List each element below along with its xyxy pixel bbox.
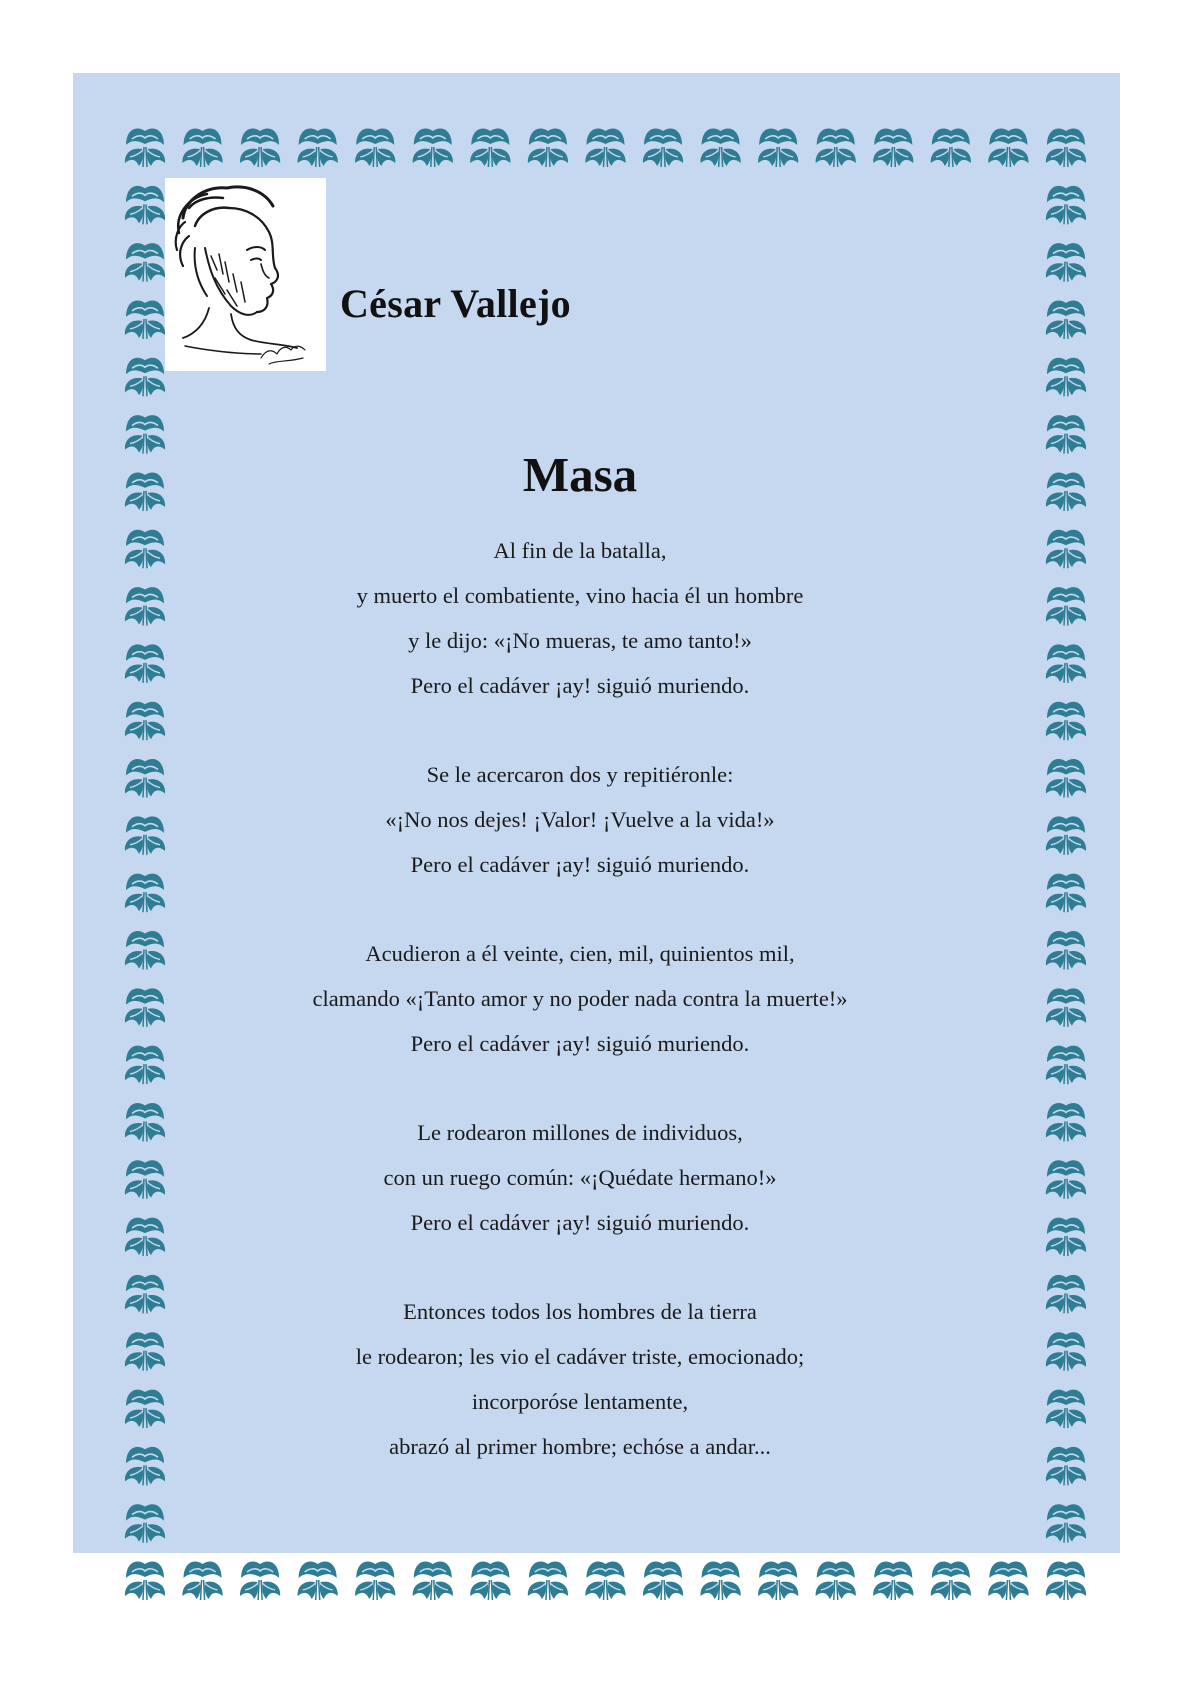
flower-ornament-icon	[528, 129, 568, 167]
flower-ornament-icon	[873, 1562, 913, 1600]
flower-ornament-icon	[182, 129, 222, 167]
flower-ornament-icon	[298, 129, 338, 167]
flower-ornament-icon	[355, 1562, 395, 1600]
flower-ornament-icon	[1046, 129, 1086, 167]
flower-ornament-icon	[1046, 300, 1086, 338]
flower-ornament-icon	[1046, 358, 1086, 396]
flower-ornament-icon	[988, 1562, 1028, 1600]
flower-ornament-icon	[701, 1562, 741, 1600]
author-name: César Vallejo	[340, 281, 571, 326]
poem-line: incorporóse lentamente,	[471, 1389, 689, 1414]
poem-line: y le dijo: «¡No mueras, te amo tanto!»	[408, 628, 752, 653]
flower-ornament-icon	[873, 129, 913, 167]
flower-ornament-icon	[413, 1562, 453, 1600]
flower-ornament-icon	[298, 1562, 338, 1600]
flower-ornament-icon	[643, 129, 683, 167]
poem-line: y muerto el combatiente, vino hacia él un hombre	[356, 583, 804, 608]
flower-ornament-icon	[988, 129, 1028, 167]
flower-ornament-icon	[125, 300, 165, 338]
flower-ornament-icon	[585, 129, 625, 167]
flower-ornament-icon	[758, 1562, 798, 1600]
flower-ornament-icon	[125, 1562, 165, 1600]
poem-line: Pero el cadáver ¡ay! siguió muriendo.	[410, 673, 750, 698]
poem-line: clamando «¡Tanto amor y no poder nada contra la muerte!»	[312, 986, 848, 1011]
flower-ornament-icon	[125, 358, 165, 396]
flower-ornament-icon	[931, 129, 971, 167]
flower-ornament-icon	[470, 129, 510, 167]
flower-ornament-icon	[528, 1562, 568, 1600]
flower-ornament-icon	[585, 1562, 625, 1600]
flower-ornament-icon	[1046, 186, 1086, 224]
poem-title: Masa	[522, 447, 638, 502]
flower-ornament-icon	[816, 129, 856, 167]
poem-line: Al fin de la batalla,	[493, 538, 667, 563]
flower-ornament-icon	[125, 186, 165, 224]
author-portrait-sketch-icon	[165, 178, 326, 371]
flower-ornament-icon	[1046, 1562, 1086, 1600]
poem-line: le rodearon; les vio el cadáver triste, emocionado;	[355, 1344, 805, 1369]
poem-line: Pero el cadáver ¡ay! siguió muriendo.	[410, 852, 750, 877]
poem-line: abrazó al primer hombre; echóse a andar...	[389, 1434, 771, 1459]
flower-ornament-icon	[125, 243, 165, 281]
flower-ornament-icon	[240, 129, 280, 167]
flower-ornament-icon	[816, 1562, 856, 1600]
flower-ornament-icon	[470, 1562, 510, 1600]
stanza-5	[0, 1289, 1160, 1469]
flower-ornament-icon	[413, 129, 453, 167]
flower-ornament-icon	[701, 129, 741, 167]
flower-ornament-icon	[758, 129, 798, 167]
poem-line: Le rodearon millones de individuos,	[417, 1120, 743, 1145]
stanza-3	[0, 931, 1160, 1066]
stanza-2	[0, 752, 1160, 887]
flower-ornament-icon	[240, 1562, 280, 1600]
poem-line: Pero el cadáver ¡ay! siguió muriendo.	[410, 1031, 750, 1056]
poem-line: Entonces todos los hombres de la tierra	[403, 1299, 757, 1324]
flower-ornament-icon	[182, 1562, 222, 1600]
flower-ornament-icon	[125, 129, 165, 167]
poem-line: Se le acercaron dos y repitiéronle:	[426, 762, 734, 787]
poem-line: Acudieron a él veinte, cien, mil, quinientos mil,	[365, 941, 795, 966]
flower-ornament-icon	[643, 1562, 683, 1600]
stanza-4	[0, 1110, 1160, 1245]
flower-ornament-icon	[1046, 243, 1086, 281]
flower-ornament-icon	[931, 1562, 971, 1600]
author-portrait	[165, 178, 326, 371]
flower-ornament-icon	[355, 129, 395, 167]
stanza-1	[0, 528, 1160, 708]
poem-line: con un ruego común: «¡Quédate hermano!»	[383, 1165, 777, 1190]
poem-line: «¡No nos dejes! ¡Valor! ¡Vuelve a la vida!»	[385, 807, 775, 832]
poem-body	[0, 528, 1160, 1513]
poem-line: Pero el cadáver ¡ay! siguió muriendo.	[410, 1210, 750, 1235]
